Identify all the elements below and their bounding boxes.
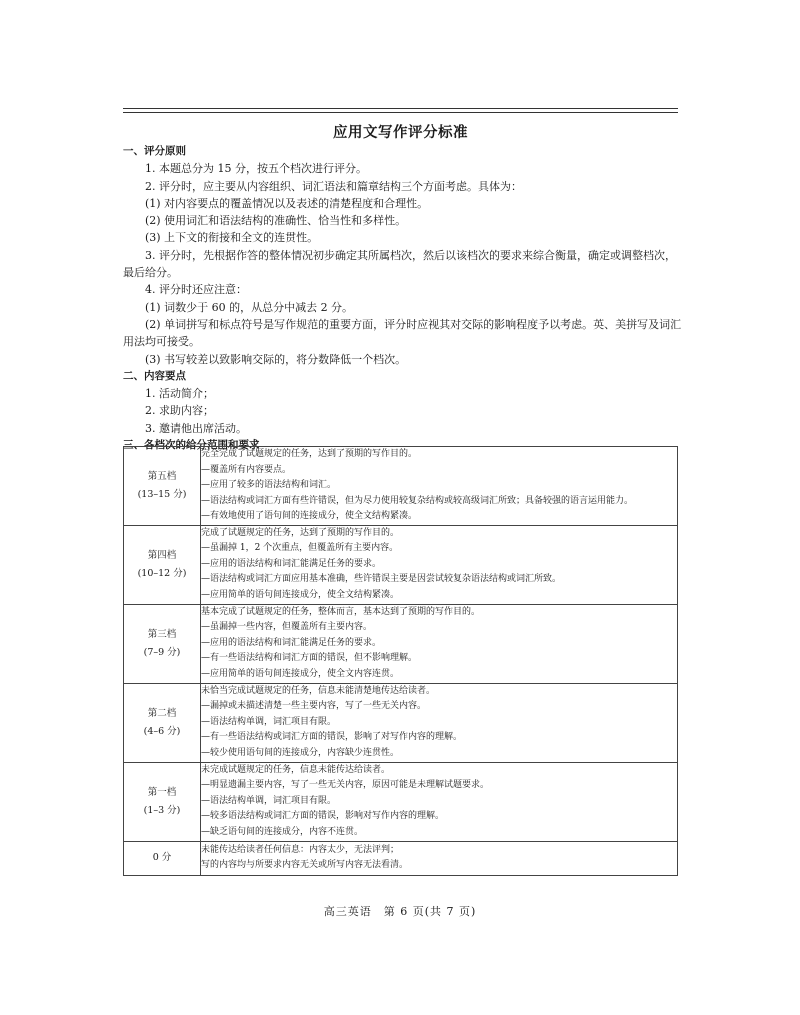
grade-description — [201, 604, 678, 683]
grade-label: 第三档 — [147, 628, 177, 640]
description-line: —语法结构单调，词汇项目有限。 — [201, 795, 337, 806]
section-heading-principles: 一、评分原则 — [123, 145, 186, 157]
description-line: —语法结构单调，词汇项目有限。 — [201, 716, 337, 727]
description-line: —缺乏语句间的连接成分，内容不连贯。 — [201, 826, 364, 837]
section-heading-grade-bands: 三、各档次的给分范围和要求 — [123, 439, 260, 452]
rubric-row — [124, 683, 678, 762]
grade-description — [201, 683, 678, 762]
top-thin-rule — [123, 112, 678, 113]
description-line: —应用的语法结构和词汇能满足任务的要求。 — [201, 637, 382, 648]
grade-cell — [124, 683, 201, 762]
description-line: 完成了试题规定的任务，达到了预期的写作目的。 — [201, 527, 400, 538]
grade-range: (4–6 分) — [143, 725, 181, 737]
content-point: 2. 求助内容； — [145, 404, 214, 418]
rubric-row — [124, 525, 678, 604]
grade-cell — [124, 604, 201, 683]
description-line: —覆盖所有内容要点。 — [201, 464, 292, 475]
grade-range: (13–15 分) — [137, 488, 187, 500]
grade-description — [201, 525, 678, 604]
grade-range: (10–12 分) — [137, 567, 187, 579]
grade-description — [201, 762, 678, 841]
grade-label: 第二档 — [147, 707, 177, 719]
description-line: —虽漏掉 1，2 个次重点，但覆盖所有主要内容。 — [201, 543, 399, 554]
description-line: —有一些语法结构或词汇方面的错误，影响了对写作内容的理解。 — [201, 732, 463, 743]
description-line: —有一些语法结构和词汇方面的错误，但不影响理解。 — [201, 653, 418, 664]
rubric-row — [124, 447, 678, 526]
grade-range: (7–9 分) — [143, 646, 181, 658]
principle-2b: (2) 使用词汇和语法结构的准确性、恰当性和多样性。 — [145, 214, 407, 228]
content-point: 1. 活动简介； — [145, 387, 214, 401]
description-line: 完全完成了试题规定的任务，达到了预期的写作目的。 — [201, 449, 418, 459]
grading-rubric-table — [123, 446, 678, 876]
rubric-row — [124, 762, 678, 841]
principle-4a: (1) 词数少于 60 的，从总分中减去 2 分。 — [145, 300, 354, 314]
grade-cell — [124, 525, 201, 604]
rubric-row — [124, 841, 678, 875]
grade-label: 第五档 — [147, 470, 177, 482]
grade-range: (1–3 分) — [143, 804, 181, 816]
grade-label: 第四档 — [147, 549, 177, 561]
description-line: —较多语法结构或词汇方面的错误，影响对写作内容的理解。 — [201, 811, 445, 822]
principle-4c: (3) 书写较差以致影响交际的，将分数降低一个档次。 — [145, 352, 407, 366]
page-title: 应用文写作评分标准 — [333, 125, 468, 141]
grade-description — [201, 447, 678, 526]
description-line: —漏掉或未描述清楚一些主要内容，写了一些无关内容。 — [201, 701, 427, 712]
grade-cell — [124, 841, 201, 875]
principle-3: 3. 评分时，先根据作答的整体情况初步确定其所属档次，然后以该档次的要求来综合衡量，确定或调整档次，最后给分。 — [123, 248, 676, 280]
grade-label: 0 分 — [152, 852, 172, 863]
scoring-principles-text — [123, 143, 683, 454]
top-double-rule — [123, 108, 678, 109]
principle-4: 4. 评分时还应注意： — [145, 283, 247, 297]
grade-label: 第一档 — [147, 786, 177, 798]
description-line: 基本完成了试题规定的任务，整体而言，基本达到了预期的写作目的。 — [201, 606, 481, 617]
content-point: 3. 邀请他出席活动。 — [145, 421, 247, 435]
rubric-row — [124, 604, 678, 683]
description-line: —应用简单的语句间连接成分，使全文结构紧凑。 — [201, 589, 400, 600]
description-line: —应用简单的语句间连接成分，使全文内容连贯。 — [201, 668, 400, 679]
principle-2a: (1) 对内容要点的覆盖情况以及表述的清楚程度和合理性。 — [145, 196, 429, 210]
grade-description — [201, 841, 678, 875]
description-line: 未能传达给读者任何信息：内容太少，无法评判； — [201, 844, 400, 855]
grade-cell — [124, 447, 201, 526]
grade-cell — [124, 762, 201, 841]
description-line: —虽漏掉一些内容，但覆盖所有主要内容。 — [201, 622, 373, 633]
description-line: —明显遗漏主要内容，写了一些无关内容，原因可能是未理解试题要求。 — [201, 780, 490, 791]
description-line: —较少使用语句间的连接成分，内容缺少连贯性。 — [201, 747, 400, 758]
section-heading-content-points: 二、内容要点 — [123, 369, 186, 382]
description-line: —应用了较多的语法结构和词汇。 — [201, 480, 337, 490]
description-line: —语法结构或词汇方面应用基本准确，些许错误主要是因尝试较复杂语法结构或词汇所致。 — [201, 574, 562, 585]
description-line: 写的内容均与所要求内容无关或所写内容无法看清。 — [201, 860, 409, 870]
description-line: —有效地使用了语句间的连接成分，使全文结构紧凑。 — [201, 511, 418, 521]
description-line: 未恰当完成试题规定的任务，信息未能清楚地传达给读者。 — [201, 685, 436, 696]
principle-1: 1. 本题总分为 15 分，按五个档次进行评分。 — [145, 162, 367, 176]
principle-2: 2. 评分时，应主要从内容组织、词汇语法和篇章结构三个方面考虑。具体为： — [145, 179, 522, 193]
description-line: 未完成试题规定的任务，信息未能传达给读者。 — [201, 764, 391, 775]
page-footer: 高三英语 第 6 页(共 7 页) — [323, 905, 477, 918]
principle-4b: (2) 单词拼写和标点符号是写作规范的重要方面，评分时应视其对交际的影响程度予以考虑。英、美拼写及词汇用法均可接受。 — [123, 317, 682, 349]
description-line: —语法结构或词汇方面有些许错误，但为尽力使用较复杂结构或较高级词汇所致；具备较强的语言运用能力。 — [201, 495, 634, 506]
description-line: —应用的语法结构和词汇能满足任务的要求。 — [201, 558, 382, 569]
principle-2c: (3) 上下文的衔接和全文的连贯性。 — [145, 231, 319, 245]
